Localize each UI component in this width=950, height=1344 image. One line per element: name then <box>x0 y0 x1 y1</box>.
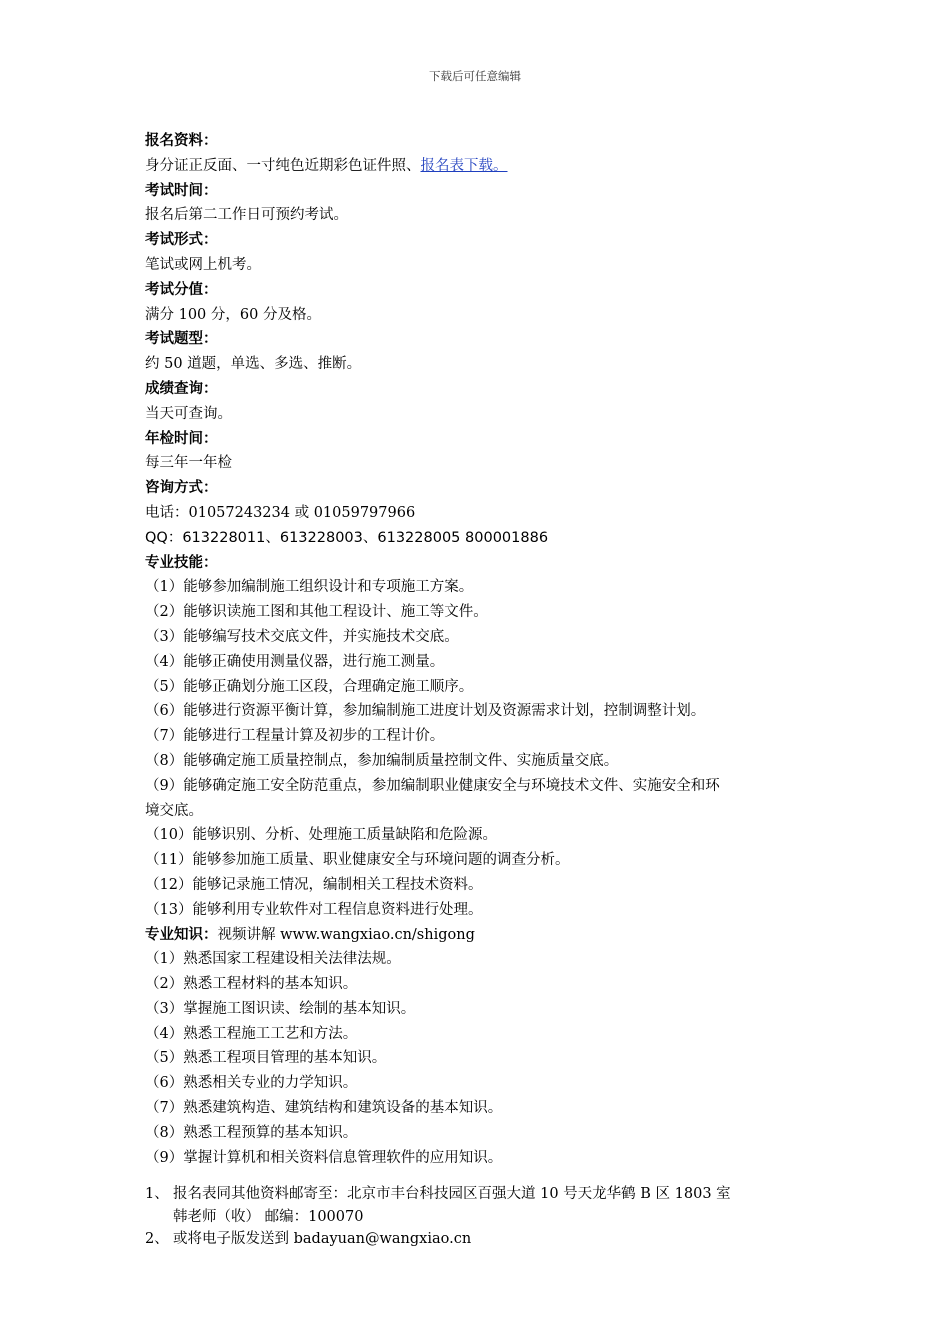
list-item: （9）能够确定施工安全防范重点，参加编制职业健康安全与环境技术文件、实施安全和环 <box>145 777 720 794</box>
results-title: 成绩查询： <box>145 380 218 397</box>
list-item: （5）熟悉工程项目管理的基本知识。 <box>145 1050 387 1067</box>
knowledge-heading <box>145 923 825 948</box>
list-item: （6）能够进行资源平衡计算，参加编制施工进度计划及资源需求计划，控制调整计划。 <box>145 703 706 720</box>
list-item: （1）熟悉国家工程建设相关法律法规。 <box>145 951 401 968</box>
skills-list <box>145 575 825 922</box>
contact-title: 咨询方式： <box>145 480 218 497</box>
list-item: （8）能够确定施工质量控制点，参加编制质量控制文件、实施质量交底。 <box>145 752 619 769</box>
contact-qq: QQ：613228011、613228003、613228005 800001886 <box>145 529 549 546</box>
list-item: （5）能够正确划分施工区段，合理确定施工顺序。 <box>145 678 474 695</box>
list-item: （11）能够参加施工质量、职业健康安全与环境问题的调查分析。 <box>145 852 570 869</box>
knowledge-list <box>145 947 825 1170</box>
list-item: （2）能够识读施工图和其他工程设计、施工等文件。 <box>145 604 488 621</box>
exam-score-text: 满分 100 分，60 分及格。 <box>145 306 321 323</box>
list-item: （7）熟悉建筑构造、建筑结构和建筑设备的基本知识。 <box>145 1100 503 1117</box>
note-number: 2、 <box>145 1231 169 1248</box>
list-item: （13）能够利用专业软件对工程信息资料进行处理。 <box>145 901 483 918</box>
exam-types-text: 约 50 道题，单选、多选、推断。 <box>145 356 362 373</box>
list-item: （12）能够记录施工情况，编制相关工程技术资料。 <box>145 876 483 893</box>
page-header: 下载后可任意编辑 <box>429 69 521 83</box>
exam-time-title: 考试时间： <box>145 182 218 199</box>
exam-time-text: 报名后第二工作日可预约考试。 <box>145 207 348 224</box>
note-number: 1、 <box>145 1186 169 1203</box>
list-item: （4）熟悉工程施工工艺和方法。 <box>145 1025 358 1042</box>
list-item: （8）熟悉工程预算的基本知识。 <box>145 1124 358 1141</box>
notes-list <box>145 1182 825 1252</box>
list-item: （7）能够进行工程量计算及初步的工程计价。 <box>145 728 445 745</box>
note-item <box>145 1227 825 1252</box>
exam-types-title: 考试题型： <box>145 331 218 348</box>
list-item: （3）能够编写技术交底文件，并实施技术交底。 <box>145 628 459 645</box>
materials-text <box>145 154 825 179</box>
materials-title: 报名资料： <box>145 133 218 149</box>
annual-text: 每三年一年检 <box>145 455 232 472</box>
note-text-line2: 韩老师（收） 邮编：100070 <box>173 1209 364 1226</box>
list-item: （1）能够参加编制施工组织设计和专项施工方案。 <box>145 579 474 596</box>
results-text: 当天可查询。 <box>145 405 232 422</box>
knowledge-title: 专业知识： <box>145 926 218 943</box>
list-item: （10）能够识别、分析、处理施工质量缺陷和危险源。 <box>145 827 497 844</box>
knowledge-video-link: 视频讲解 www.wangxiao.cn/shigong <box>217 926 475 943</box>
note-text: 报名表同其他资料邮寄至：北京市丰台科技园区百强大道 10 号天龙华鹤 B 区 1803 室 <box>173 1186 731 1203</box>
exam-score-title: 考试分值： <box>145 281 218 298</box>
list-item: （2）熟悉工程材料的基本知识。 <box>145 976 358 993</box>
exam-form-title: 考试形式： <box>145 232 218 249</box>
list-item: （6）熟悉相关专业的力学知识。 <box>145 1075 358 1092</box>
note-item <box>145 1182 825 1227</box>
contact-phone: 电话：01057243234 或 01059797966 <box>145 504 416 521</box>
registration-form-download-link[interactable]: 报名表下载。 <box>420 157 508 174</box>
note-text: 或将电子版发送到 badayuan@wangxiao.cn <box>173 1231 472 1248</box>
list-item: 境交底。 <box>145 802 203 819</box>
list-item: （3）掌握施工图识读、绘制的基本知识。 <box>145 1000 416 1017</box>
exam-form-text: 笔试或网上机考。 <box>145 256 261 273</box>
list-item: （4）能够正确使用测量仪器，进行施工测量。 <box>145 653 445 670</box>
materials-desc: 身分证正反面、一寸纯色近期彩色证件照、 <box>145 157 421 174</box>
list-item: （9）掌握计算机和相关资料信息管理软件的应用知识。 <box>145 1149 503 1166</box>
skills-title: 专业技能： <box>145 554 218 571</box>
annual-title: 年检时间： <box>145 430 218 447</box>
document-body <box>145 129 825 1252</box>
